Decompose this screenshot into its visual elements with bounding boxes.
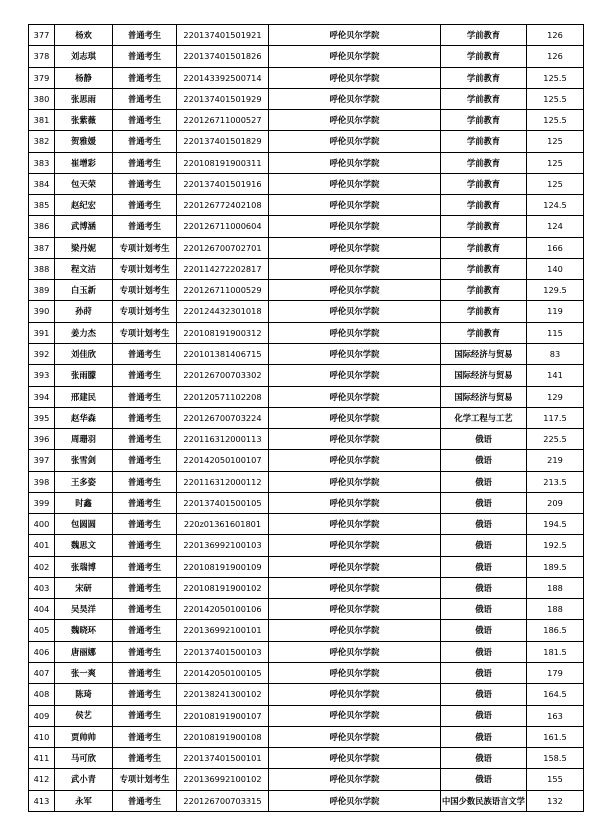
candidate-type-cell: 普通考生 xyxy=(113,556,177,577)
exam-number-cell: 220108191900312 xyxy=(177,322,269,343)
major-name-cell: 中国少数民族语言文学 xyxy=(441,790,527,811)
school-name-cell: 呼伦贝尔学院 xyxy=(269,343,441,364)
score-cell: 125.5 xyxy=(527,88,584,109)
major-name-cell: 学前教育 xyxy=(441,173,527,194)
major-name-cell: 俄语 xyxy=(441,748,527,769)
exam-number-cell: 220136992100101 xyxy=(177,620,269,641)
school-name-cell: 呼伦贝尔学院 xyxy=(269,152,441,173)
student-name-cell: 武小青 xyxy=(55,769,113,790)
candidate-type-cell: 普通考生 xyxy=(113,641,177,662)
score-cell: 119 xyxy=(527,301,584,322)
candidate-type-cell: 普通考生 xyxy=(113,748,177,769)
table-row xyxy=(29,343,584,364)
candidate-type-cell: 专项计划考生 xyxy=(113,301,177,322)
score-cell: 189.5 xyxy=(527,556,584,577)
major-name-cell: 学前教育 xyxy=(441,322,527,343)
score-cell: 225.5 xyxy=(527,429,584,450)
major-name-cell: 国际经济与贸易 xyxy=(441,365,527,386)
score-cell: 126 xyxy=(527,25,584,46)
row-number-cell: 386 xyxy=(29,216,55,237)
candidate-type-cell: 普通考生 xyxy=(113,726,177,747)
student-name-cell: 刘佳欣 xyxy=(55,343,113,364)
major-name-cell: 学前教育 xyxy=(441,46,527,67)
table-row xyxy=(29,556,584,577)
score-cell: 166 xyxy=(527,237,584,258)
school-name-cell: 呼伦贝尔学院 xyxy=(269,110,441,131)
exam-number-cell: 220126711000604 xyxy=(177,216,269,237)
student-name-cell: 唐丽娜 xyxy=(55,641,113,662)
table-row xyxy=(29,577,584,598)
exam-number-cell: 220z01361601801 xyxy=(177,514,269,535)
row-number-cell: 402 xyxy=(29,556,55,577)
table-row xyxy=(29,365,584,386)
student-name-cell: 永军 xyxy=(55,790,113,811)
school-name-cell: 呼伦贝尔学院 xyxy=(269,471,441,492)
candidate-type-cell: 普通考生 xyxy=(113,790,177,811)
major-name-cell: 俄语 xyxy=(441,684,527,705)
score-cell: 117.5 xyxy=(527,407,584,428)
student-name-cell: 张雨朦 xyxy=(55,365,113,386)
score-cell: 194.5 xyxy=(527,514,584,535)
school-name-cell: 呼伦贝尔学院 xyxy=(269,429,441,450)
exam-number-cell: 220114272202817 xyxy=(177,258,269,279)
score-cell: 140 xyxy=(527,258,584,279)
exam-number-cell: 220142050100105 xyxy=(177,662,269,683)
school-name-cell: 呼伦贝尔学院 xyxy=(269,492,441,513)
table-row xyxy=(29,195,584,216)
major-name-cell: 学前教育 xyxy=(441,152,527,173)
school-name-cell: 呼伦贝尔学院 xyxy=(269,365,441,386)
school-name-cell: 呼伦贝尔学院 xyxy=(269,684,441,705)
table-row xyxy=(29,322,584,343)
major-name-cell: 俄语 xyxy=(441,471,527,492)
row-number-cell: 381 xyxy=(29,110,55,131)
student-name-cell: 赵华森 xyxy=(55,407,113,428)
school-name-cell: 呼伦贝尔学院 xyxy=(269,322,441,343)
score-cell: 163 xyxy=(527,705,584,726)
major-name-cell: 学前教育 xyxy=(441,216,527,237)
candidate-type-cell: 专项计划考生 xyxy=(113,280,177,301)
candidate-type-cell: 普通考生 xyxy=(113,662,177,683)
school-name-cell: 呼伦贝尔学院 xyxy=(269,195,441,216)
table-row xyxy=(29,641,584,662)
score-cell: 115 xyxy=(527,322,584,343)
row-number-cell: 408 xyxy=(29,684,55,705)
candidate-type-cell: 普通考生 xyxy=(113,152,177,173)
student-name-cell: 崔增彩 xyxy=(55,152,113,173)
major-name-cell: 俄语 xyxy=(441,769,527,790)
table-row xyxy=(29,25,584,46)
row-number-cell: 407 xyxy=(29,662,55,683)
exam-number-cell: 220143392500714 xyxy=(177,67,269,88)
row-number-cell: 383 xyxy=(29,152,55,173)
candidate-type-cell: 普通考生 xyxy=(113,471,177,492)
score-cell: 126 xyxy=(527,46,584,67)
candidate-type-cell: 普通考生 xyxy=(113,684,177,705)
row-number-cell: 399 xyxy=(29,492,55,513)
candidate-type-cell: 普通考生 xyxy=(113,25,177,46)
table-row xyxy=(29,790,584,811)
candidate-type-cell: 普通考生 xyxy=(113,535,177,556)
school-name-cell: 呼伦贝尔学院 xyxy=(269,67,441,88)
table-row xyxy=(29,173,584,194)
exam-number-cell: 220126700702701 xyxy=(177,237,269,258)
major-name-cell: 学前教育 xyxy=(441,67,527,88)
school-name-cell: 呼伦贝尔学院 xyxy=(269,25,441,46)
exam-number-cell: 220126700703315 xyxy=(177,790,269,811)
candidate-type-cell: 专项计划考生 xyxy=(113,769,177,790)
major-name-cell: 俄语 xyxy=(441,535,527,556)
score-cell: 124 xyxy=(527,216,584,237)
school-name-cell: 呼伦贝尔学院 xyxy=(269,258,441,279)
row-number-cell: 387 xyxy=(29,237,55,258)
school-name-cell: 呼伦贝尔学院 xyxy=(269,450,441,471)
school-name-cell: 呼伦贝尔学院 xyxy=(269,790,441,811)
student-name-cell: 周珊羽 xyxy=(55,429,113,450)
school-name-cell: 呼伦贝尔学院 xyxy=(269,88,441,109)
score-cell: 181.5 xyxy=(527,641,584,662)
score-cell: 83 xyxy=(527,343,584,364)
row-number-cell: 409 xyxy=(29,705,55,726)
admission-table xyxy=(28,24,584,812)
candidate-type-cell: 普通考生 xyxy=(113,386,177,407)
exam-number-cell: 220124432301018 xyxy=(177,301,269,322)
student-name-cell: 姜力杰 xyxy=(55,322,113,343)
table-row xyxy=(29,514,584,535)
school-name-cell: 呼伦贝尔学院 xyxy=(269,173,441,194)
candidate-type-cell: 普通考生 xyxy=(113,620,177,641)
major-name-cell: 学前教育 xyxy=(441,25,527,46)
candidate-type-cell: 普通考生 xyxy=(113,429,177,450)
exam-number-cell: 220126711000527 xyxy=(177,110,269,131)
row-number-cell: 412 xyxy=(29,769,55,790)
candidate-type-cell: 普通考生 xyxy=(113,599,177,620)
school-name-cell: 呼伦贝尔学院 xyxy=(269,131,441,152)
exam-number-cell: 220108191900109 xyxy=(177,556,269,577)
exam-number-cell: 220101381406715 xyxy=(177,343,269,364)
school-name-cell: 呼伦贝尔学院 xyxy=(269,301,441,322)
exam-number-cell: 220142050100106 xyxy=(177,599,269,620)
major-name-cell: 学前教育 xyxy=(441,88,527,109)
row-number-cell: 410 xyxy=(29,726,55,747)
score-cell: 124.5 xyxy=(527,195,584,216)
student-name-cell: 贾帅帅 xyxy=(55,726,113,747)
row-number-cell: 400 xyxy=(29,514,55,535)
major-name-cell: 俄语 xyxy=(441,556,527,577)
student-name-cell: 张瑞博 xyxy=(55,556,113,577)
table-row xyxy=(29,769,584,790)
table-row xyxy=(29,301,584,322)
table-row xyxy=(29,110,584,131)
table-row xyxy=(29,237,584,258)
major-name-cell: 国际经济与贸易 xyxy=(441,343,527,364)
major-name-cell: 学前教育 xyxy=(441,131,527,152)
school-name-cell: 呼伦贝尔学院 xyxy=(269,46,441,67)
major-name-cell: 学前教育 xyxy=(441,237,527,258)
school-name-cell: 呼伦贝尔学院 xyxy=(269,641,441,662)
student-name-cell: 张思雨 xyxy=(55,88,113,109)
row-number-cell: 406 xyxy=(29,641,55,662)
school-name-cell: 呼伦贝尔学院 xyxy=(269,769,441,790)
student-name-cell: 时鑫 xyxy=(55,492,113,513)
student-name-cell: 包天荣 xyxy=(55,173,113,194)
student-name-cell: 宋研 xyxy=(55,577,113,598)
table-body xyxy=(29,25,584,812)
row-number-cell: 395 xyxy=(29,407,55,428)
school-name-cell: 呼伦贝尔学院 xyxy=(269,216,441,237)
table-row xyxy=(29,535,584,556)
score-cell: 188 xyxy=(527,577,584,598)
exam-number-cell: 220136992100103 xyxy=(177,535,269,556)
table-row xyxy=(29,407,584,428)
candidate-type-cell: 专项计划考生 xyxy=(113,237,177,258)
major-name-cell: 化学工程与工艺 xyxy=(441,407,527,428)
row-number-cell: 411 xyxy=(29,748,55,769)
exam-number-cell: 220108191900102 xyxy=(177,577,269,598)
school-name-cell: 呼伦贝尔学院 xyxy=(269,577,441,598)
candidate-type-cell: 普通考生 xyxy=(113,110,177,131)
score-cell: 125 xyxy=(527,152,584,173)
score-cell: 125 xyxy=(527,131,584,152)
student-name-cell: 马可欣 xyxy=(55,748,113,769)
student-name-cell: 赵纪宏 xyxy=(55,195,113,216)
score-cell: 209 xyxy=(527,492,584,513)
exam-number-cell: 220136992100102 xyxy=(177,769,269,790)
score-cell: 186.5 xyxy=(527,620,584,641)
major-name-cell: 俄语 xyxy=(441,429,527,450)
major-name-cell: 俄语 xyxy=(441,599,527,620)
student-name-cell: 梁丹妮 xyxy=(55,237,113,258)
exam-number-cell: 220108191900107 xyxy=(177,705,269,726)
score-cell: 158.5 xyxy=(527,748,584,769)
school-name-cell: 呼伦贝尔学院 xyxy=(269,556,441,577)
row-number-cell: 385 xyxy=(29,195,55,216)
candidate-type-cell: 普通考生 xyxy=(113,407,177,428)
student-name-cell: 贺雅媛 xyxy=(55,131,113,152)
row-number-cell: 398 xyxy=(29,471,55,492)
row-number-cell: 413 xyxy=(29,790,55,811)
row-number-cell: 392 xyxy=(29,343,55,364)
score-cell: 155 xyxy=(527,769,584,790)
exam-number-cell: 220108191900311 xyxy=(177,152,269,173)
candidate-type-cell: 普通考生 xyxy=(113,365,177,386)
row-number-cell: 393 xyxy=(29,365,55,386)
school-name-cell: 呼伦贝尔学院 xyxy=(269,599,441,620)
exam-number-cell: 220137401501829 xyxy=(177,131,269,152)
row-number-cell: 380 xyxy=(29,88,55,109)
score-cell: 192.5 xyxy=(527,535,584,556)
student-name-cell: 张紫薇 xyxy=(55,110,113,131)
major-name-cell: 俄语 xyxy=(441,577,527,598)
candidate-type-cell: 专项计划考生 xyxy=(113,258,177,279)
student-name-cell: 邢建民 xyxy=(55,386,113,407)
student-name-cell: 吴昊洋 xyxy=(55,599,113,620)
major-name-cell: 学前教育 xyxy=(441,301,527,322)
table-row xyxy=(29,88,584,109)
score-cell: 141 xyxy=(527,365,584,386)
table-row xyxy=(29,429,584,450)
major-name-cell: 学前教育 xyxy=(441,280,527,301)
student-name-cell: 侯艺 xyxy=(55,705,113,726)
student-name-cell: 王多姿 xyxy=(55,471,113,492)
table-row xyxy=(29,216,584,237)
row-number-cell: 382 xyxy=(29,131,55,152)
table-row xyxy=(29,280,584,301)
row-number-cell: 384 xyxy=(29,173,55,194)
school-name-cell: 呼伦贝尔学院 xyxy=(269,748,441,769)
row-number-cell: 377 xyxy=(29,25,55,46)
school-name-cell: 呼伦贝尔学院 xyxy=(269,386,441,407)
exam-number-cell: 220108191900108 xyxy=(177,726,269,747)
table-row xyxy=(29,131,584,152)
student-name-cell: 程文洁 xyxy=(55,258,113,279)
score-cell: 161.5 xyxy=(527,726,584,747)
row-number-cell: 390 xyxy=(29,301,55,322)
exam-number-cell: 220137401500103 xyxy=(177,641,269,662)
student-name-cell: 张雪剑 xyxy=(55,450,113,471)
major-name-cell: 俄语 xyxy=(441,726,527,747)
major-name-cell: 俄语 xyxy=(441,641,527,662)
major-name-cell: 俄语 xyxy=(441,492,527,513)
table-row xyxy=(29,492,584,513)
student-name-cell: 刘志琪 xyxy=(55,46,113,67)
score-cell: 125 xyxy=(527,173,584,194)
candidate-type-cell: 普通考生 xyxy=(113,343,177,364)
major-name-cell: 俄语 xyxy=(441,620,527,641)
table-row xyxy=(29,258,584,279)
candidate-type-cell: 专项计划考生 xyxy=(113,322,177,343)
student-name-cell: 包圆圆 xyxy=(55,514,113,535)
table-row xyxy=(29,726,584,747)
candidate-type-cell: 普通考生 xyxy=(113,216,177,237)
row-number-cell: 388 xyxy=(29,258,55,279)
student-name-cell: 杨静 xyxy=(55,67,113,88)
exam-number-cell: 220126711000529 xyxy=(177,280,269,301)
score-cell: 164.5 xyxy=(527,684,584,705)
score-cell: 129.5 xyxy=(527,280,584,301)
table-row xyxy=(29,46,584,67)
table-row xyxy=(29,386,584,407)
major-name-cell: 学前教育 xyxy=(441,110,527,131)
score-cell: 132 xyxy=(527,790,584,811)
exam-number-cell: 220126700703302 xyxy=(177,365,269,386)
table-row xyxy=(29,67,584,88)
row-number-cell: 405 xyxy=(29,620,55,641)
score-cell: 219 xyxy=(527,450,584,471)
table-row xyxy=(29,684,584,705)
candidate-type-cell: 普通考生 xyxy=(113,88,177,109)
major-name-cell: 俄语 xyxy=(441,514,527,535)
row-number-cell: 394 xyxy=(29,386,55,407)
school-name-cell: 呼伦贝尔学院 xyxy=(269,620,441,641)
exam-number-cell: 220116312000112 xyxy=(177,471,269,492)
exam-number-cell: 220126772402108 xyxy=(177,195,269,216)
exam-number-cell: 220138241300102 xyxy=(177,684,269,705)
major-name-cell: 学前教育 xyxy=(441,195,527,216)
table-row xyxy=(29,450,584,471)
candidate-type-cell: 普通考生 xyxy=(113,514,177,535)
row-number-cell: 391 xyxy=(29,322,55,343)
student-name-cell: 张一爽 xyxy=(55,662,113,683)
school-name-cell: 呼伦贝尔学院 xyxy=(269,237,441,258)
school-name-cell: 呼伦贝尔学院 xyxy=(269,726,441,747)
exam-number-cell: 220142050100107 xyxy=(177,450,269,471)
score-cell: 125.5 xyxy=(527,67,584,88)
school-name-cell: 呼伦贝尔学院 xyxy=(269,280,441,301)
exam-number-cell: 220126700703224 xyxy=(177,407,269,428)
major-name-cell: 国际经济与贸易 xyxy=(441,386,527,407)
table-row xyxy=(29,705,584,726)
major-name-cell: 学前教育 xyxy=(441,258,527,279)
exam-number-cell: 220137401501929 xyxy=(177,88,269,109)
major-name-cell: 俄语 xyxy=(441,705,527,726)
candidate-type-cell: 普通考生 xyxy=(113,705,177,726)
exam-number-cell: 220137401501826 xyxy=(177,46,269,67)
row-number-cell: 378 xyxy=(29,46,55,67)
major-name-cell: 俄语 xyxy=(441,662,527,683)
row-number-cell: 404 xyxy=(29,599,55,620)
candidate-type-cell: 普通考生 xyxy=(113,577,177,598)
student-name-cell: 杨欢 xyxy=(55,25,113,46)
table-row xyxy=(29,620,584,641)
table-row xyxy=(29,599,584,620)
student-name-cell: 白玉新 xyxy=(55,280,113,301)
exam-number-cell: 220137401500101 xyxy=(177,748,269,769)
candidate-type-cell: 普通考生 xyxy=(113,450,177,471)
row-number-cell: 403 xyxy=(29,577,55,598)
candidate-type-cell: 普通考生 xyxy=(113,492,177,513)
candidate-type-cell: 普通考生 xyxy=(113,131,177,152)
table-row xyxy=(29,748,584,769)
row-number-cell: 397 xyxy=(29,450,55,471)
school-name-cell: 呼伦贝尔学院 xyxy=(269,535,441,556)
student-name-cell: 魏晓环 xyxy=(55,620,113,641)
candidate-type-cell: 普通考生 xyxy=(113,46,177,67)
candidate-type-cell: 普通考生 xyxy=(113,173,177,194)
row-number-cell: 389 xyxy=(29,280,55,301)
table-row xyxy=(29,662,584,683)
exam-number-cell: 220137401501921 xyxy=(177,25,269,46)
school-name-cell: 呼伦贝尔学院 xyxy=(269,662,441,683)
score-cell: 129 xyxy=(527,386,584,407)
student-name-cell: 武博涵 xyxy=(55,216,113,237)
row-number-cell: 396 xyxy=(29,429,55,450)
exam-number-cell: 220137401500105 xyxy=(177,492,269,513)
student-name-cell: 孙莳 xyxy=(55,301,113,322)
student-name-cell: 陈琦 xyxy=(55,684,113,705)
candidate-type-cell: 普通考生 xyxy=(113,67,177,88)
school-name-cell: 呼伦贝尔学院 xyxy=(269,407,441,428)
row-number-cell: 379 xyxy=(29,67,55,88)
exam-number-cell: 220137401501916 xyxy=(177,173,269,194)
score-cell: 125.5 xyxy=(527,110,584,131)
score-cell: 213.5 xyxy=(527,471,584,492)
school-name-cell: 呼伦贝尔学院 xyxy=(269,705,441,726)
candidate-type-cell: 普通考生 xyxy=(113,195,177,216)
table-row xyxy=(29,152,584,173)
student-name-cell: 魏思文 xyxy=(55,535,113,556)
table-row xyxy=(29,471,584,492)
score-cell: 188 xyxy=(527,599,584,620)
exam-number-cell: 220120571102208 xyxy=(177,386,269,407)
row-number-cell: 401 xyxy=(29,535,55,556)
major-name-cell: 俄语 xyxy=(441,450,527,471)
score-cell: 179 xyxy=(527,662,584,683)
exam-number-cell: 220116312000113 xyxy=(177,429,269,450)
school-name-cell: 呼伦贝尔学院 xyxy=(269,514,441,535)
